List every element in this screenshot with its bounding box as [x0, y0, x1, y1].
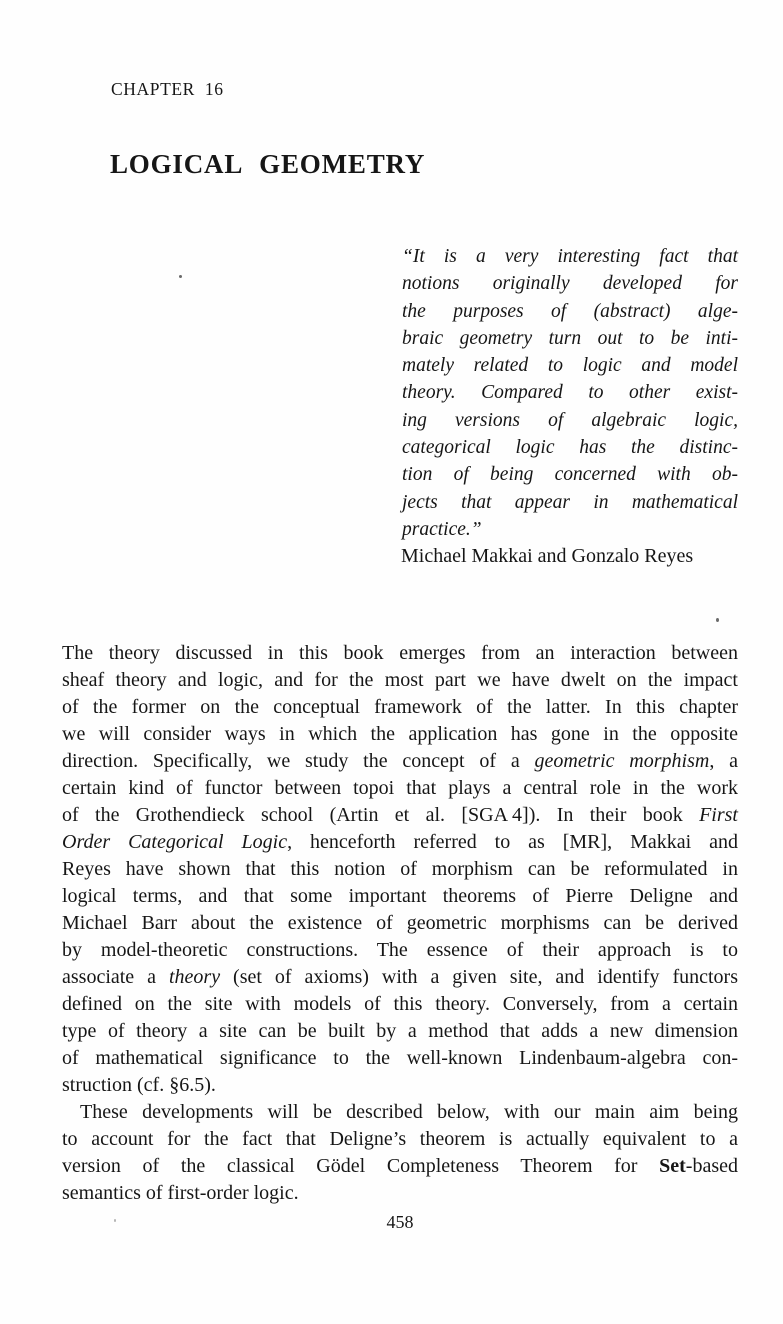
page-title: LOGICAL GEOMETRY — [110, 149, 426, 179]
text-line: tion of being concerned with ob- — [402, 464, 738, 486]
text-line: These developments will be described below, with our main aim being — [80, 1101, 738, 1123]
text-line: ing versions of algebraic logic, — [402, 409, 738, 431]
text-line: Order Categorical Logic, henceforth referred to as [MR], Makkai and — [62, 831, 738, 853]
text-line: jects that appear in mathematical — [402, 491, 738, 513]
chapter-label: CHAPTER 16 — [111, 79, 224, 99]
text-line: we will consider ways in which the application has gone in the opposite — [62, 723, 738, 745]
text-line: categorical logic has the distinc- — [402, 437, 738, 459]
text-line: of mathematical significance to the well-known Lindenbaum-algebra con- — [62, 1047, 738, 1069]
text-line: associate a theory (set of axioms) with a given site, and identify functors — [62, 966, 738, 988]
text-line: by model-theoretic constructions. The essence of their approach is to — [62, 939, 738, 961]
text-line: Michael Barr about the existence of geometric morphisms can be derived — [62, 912, 738, 934]
scan-speck — [114, 1219, 116, 1222]
text-line: The theory discussed in this book emerges from an interaction between — [62, 642, 738, 664]
epigraph-quote — [402, 243, 738, 543]
text-line: certain kind of functor between topoi that plays a central role in the work — [62, 777, 738, 799]
text-line: braic geometry turn out to be inti- — [402, 327, 738, 349]
text-line: semantics of first-order logic. — [62, 1182, 299, 1204]
text-line: the purposes of (abstract) alge- — [402, 300, 738, 322]
body-text — [62, 640, 738, 1207]
text-line: theory. Compared to other exist- — [402, 382, 738, 404]
text-line: of the Grothendieck school (Artin et al. [SGA 4]). In their book First — [62, 804, 738, 826]
epigraph — [402, 243, 738, 571]
text-line: mately related to logic and model — [402, 355, 738, 377]
text-line: direction. Specifically, we study the concept of a geometric morphism, a — [62, 750, 738, 772]
scan-speck — [179, 275, 182, 278]
text-line: logical terms, and that some important theorems of Pierre Deligne and — [62, 885, 738, 907]
text-line: version of the classical Gödel Completeness Theorem for Set-based — [62, 1155, 738, 1177]
text-line: type of theory a site can be built by a method that adds a new dimension — [62, 1020, 738, 1042]
text-line: sheaf theory and logic, and for the most part we have dwelt on the impact — [62, 669, 738, 691]
text-line: notions originally developed for — [402, 273, 738, 295]
text-line: of the former on the conceptual framework of the latter. In this chapter — [62, 696, 738, 718]
text-line: to account for the fact that Deligne’s theorem is actually equivalent to a — [62, 1128, 738, 1150]
scan-speck — [716, 618, 719, 622]
text-line: defined on the site with models of this theory. Conversely, from a certain — [62, 993, 738, 1015]
page-number: 458 — [386, 1212, 414, 1232]
epigraph-attribution: Michael Makkai and Gonzalo Reyes — [401, 545, 694, 568]
text-line: struction (cf. §6.5). — [62, 1074, 216, 1096]
text-line: Reyes have shown that this notion of morphism can be reformulated in — [62, 858, 738, 880]
text-line: practice.” — [402, 518, 482, 540]
text-line: “It is a very interesting fact that — [402, 246, 738, 267]
